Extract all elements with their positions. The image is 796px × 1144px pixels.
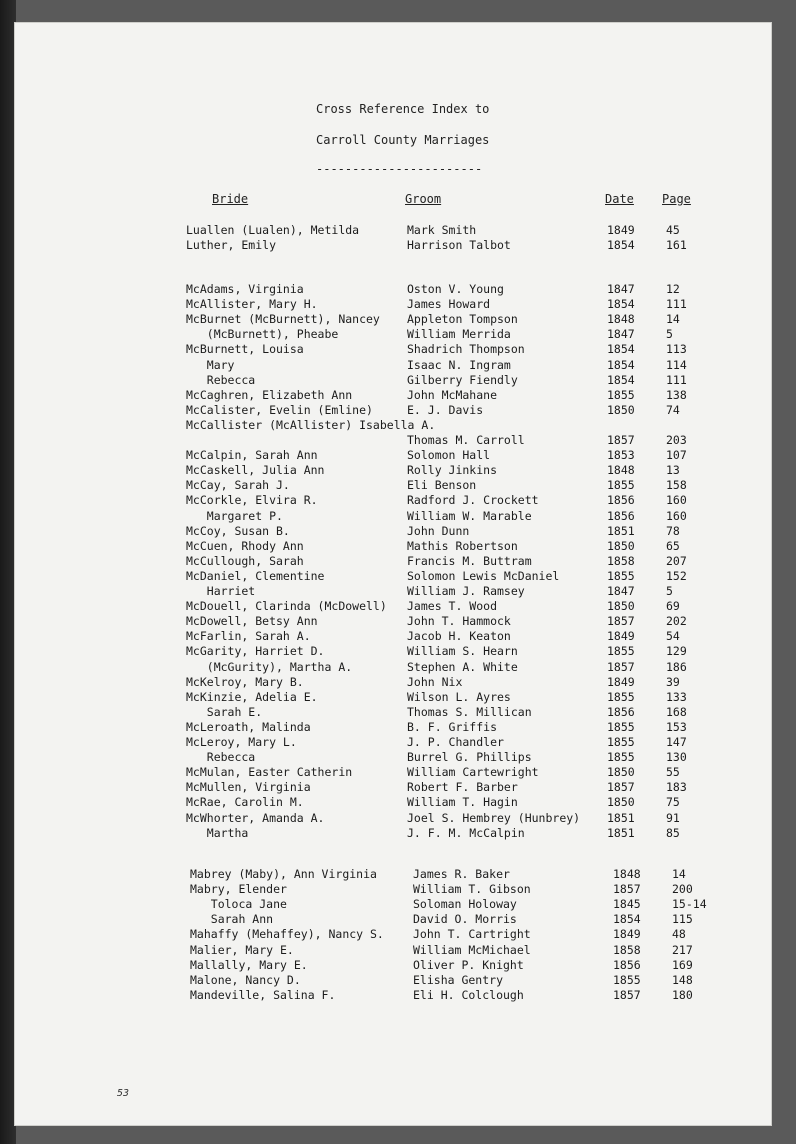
column-header-bride: Bride [212, 192, 249, 206]
index-entry-row [14, 463, 772, 477]
entry-bride: McCalister, Evelin (Emline) [186, 403, 373, 417]
entry-date: 1855 [607, 750, 635, 764]
entry-date: 1851 [607, 826, 635, 840]
entry-bride: (McBurnett), Pheabe [186, 327, 339, 341]
entry-page: 161 [666, 238, 687, 252]
entry-bride: McLeroath, Malinda [186, 720, 311, 734]
entry-bride: McKelroy, Mary B. [186, 675, 304, 689]
entry-date: 1855 [607, 644, 635, 658]
entry-page: 85 [666, 826, 680, 840]
index-entry-row [14, 327, 772, 341]
index-entry-row [14, 765, 772, 779]
index-entry-row [14, 735, 772, 749]
entry-groom: Thomas S. Millican [407, 705, 532, 719]
entry-date: 1849 [607, 223, 635, 237]
entry-bride: Mallally, Mary E. [190, 958, 308, 972]
index-entry-row [14, 780, 772, 794]
entry-page: 5 [666, 327, 673, 341]
index-entry-row [14, 539, 772, 553]
entry-page: 180 [672, 988, 693, 1002]
entry-groom: William T. Hagin [407, 795, 518, 809]
entry-bride: Luther, Emily [186, 238, 277, 252]
entry-groom: J. P. Chandler [407, 735, 504, 749]
entry-bride: McRae, Carolin M. [186, 795, 304, 809]
entry-bride: Sarah E. [186, 705, 263, 719]
entry-page: 147 [666, 735, 687, 749]
entry-groom: William McMichael [413, 943, 531, 957]
entry-date: 1848 [607, 312, 635, 326]
entry-groom: Joel S. Hembrey (Hunbrey) [407, 811, 581, 825]
index-entry-row [14, 493, 772, 507]
entry-date: 1854 [613, 912, 641, 926]
entry-bride: McDowell, Betsy Ann [186, 614, 318, 628]
entry-page: 107 [666, 448, 687, 462]
index-entry-row [14, 811, 772, 825]
index-entry-row [14, 358, 772, 372]
entry-page: 153 [666, 720, 687, 734]
entry-groom: John McMahane [407, 388, 498, 402]
entry-bride: McBurnet (McBurnett), Nancey [186, 312, 380, 326]
index-entry-row [14, 342, 772, 356]
entry-bride: McBurnett, Louisa [186, 342, 304, 356]
entry-groom: E. J. Davis [407, 403, 484, 417]
entry-date: 1847 [607, 327, 635, 341]
entry-page: 114 [666, 358, 687, 372]
entry-page: 217 [672, 943, 693, 957]
entry-bride: McCay, Sarah J. [186, 478, 290, 492]
entry-page: 15-14 [672, 897, 707, 911]
entry-page: 168 [666, 705, 687, 719]
index-entry-row [14, 403, 772, 417]
index-entry-row [14, 312, 772, 326]
entry-date: 1856 [607, 705, 635, 719]
entry-groom: William T. Gibson [413, 882, 531, 896]
entry-date: 1850 [607, 765, 635, 779]
entry-groom: Burrel G. Phillips [407, 750, 532, 764]
entry-bride: Mahaffy (Mehaffey), Nancy S. [190, 927, 384, 941]
entry-groom: Thomas M. Carroll [407, 433, 525, 447]
entry-bride: McCorkle, Elvira R. [186, 493, 318, 507]
entry-page: 183 [666, 780, 687, 794]
entry-bride: McGarity, Harriet D. [186, 644, 325, 658]
entry-page: 48 [672, 927, 686, 941]
entry-groom: Isaac N. Ingram [407, 358, 511, 372]
entry-date: 1854 [607, 297, 635, 311]
entry-bride: Mabrey (Maby), Ann Virginia [190, 867, 377, 881]
entry-page: 158 [666, 478, 687, 492]
entry-page: 203 [666, 433, 687, 447]
index-entry-row [14, 644, 772, 658]
index-entry-row [14, 282, 772, 296]
entry-page: 111 [666, 297, 687, 311]
entry-bride: McCaghren, Elizabeth Ann [186, 388, 353, 402]
entry-page: 129 [666, 644, 687, 658]
index-entry-row [14, 912, 772, 926]
entry-date: 1854 [607, 342, 635, 356]
entry-date: 1855 [607, 569, 635, 583]
entry-groom: Elisha Gentry [413, 973, 504, 987]
index-entry-row [14, 629, 772, 643]
entry-bride: Luallen (Lualen), Metilda [186, 223, 360, 237]
index-entry-row [14, 599, 772, 613]
entry-page: 14 [666, 312, 680, 326]
entry-date: 1857 [607, 614, 635, 628]
entry-date: 1857 [607, 780, 635, 794]
index-entry-row [14, 795, 772, 809]
entry-groom: Mathis Robertson [407, 539, 518, 553]
entry-groom: William W. Marable [407, 509, 532, 523]
entry-bride: McKinzie, Adelia E. [186, 690, 318, 704]
entry-page: 202 [666, 614, 687, 628]
index-entry-row [14, 223, 772, 237]
entry-groom: Solomon Lewis McDaniel [407, 569, 560, 583]
entry-groom: William S. Hearn [407, 644, 518, 658]
entry-page: 91 [666, 811, 680, 825]
index-entry-row [14, 524, 772, 538]
entry-date: 1858 [607, 554, 635, 568]
entry-page: 65 [666, 539, 680, 553]
entry-groom: Wilson L. Ayres [407, 690, 511, 704]
index-entry-row [14, 238, 772, 252]
index-entry-row [14, 297, 772, 311]
index-entry-row [14, 433, 772, 447]
entry-page: 78 [666, 524, 680, 538]
index-entry-row [14, 897, 772, 911]
entry-groom: William Cartewright [407, 765, 539, 779]
entry-groom: Shadrich Thompson [407, 342, 525, 356]
index-entry-row [14, 973, 772, 987]
entry-date: 1850 [607, 539, 635, 553]
entry-page: 160 [666, 493, 687, 507]
entry-date: 1851 [607, 811, 635, 825]
entry-page: 152 [666, 569, 687, 583]
entry-page: 55 [666, 765, 680, 779]
entry-page: 200 [672, 882, 693, 896]
index-entry-row [14, 614, 772, 628]
index-entry-row [14, 509, 772, 523]
entry-groom: Eli Benson [407, 478, 477, 492]
entry-date: 1856 [613, 958, 641, 972]
column-header-groom: Groom [405, 192, 442, 206]
entry-page: 186 [666, 660, 687, 674]
index-entry-row [14, 660, 772, 674]
entry-groom: Gilberry Fiendly [407, 373, 518, 387]
entry-date: 1857 [613, 988, 641, 1002]
index-entry-row [14, 927, 772, 941]
entry-page: 12 [666, 282, 680, 296]
entry-page: 69 [666, 599, 680, 613]
entry-page: 160 [666, 509, 687, 523]
entry-groom: David O. Morris [413, 912, 517, 926]
entry-groom: John Nix [407, 675, 463, 689]
entry-groom: Soloman Holoway [413, 897, 517, 911]
index-entry-row [14, 675, 772, 689]
entry-date: 1855 [607, 388, 635, 402]
entry-groom: Jacob H. Keaton [407, 629, 511, 643]
index-entry-row [14, 720, 772, 734]
entry-bride: Mabry, Elender [190, 882, 287, 896]
index-entry-row [14, 826, 772, 840]
entry-date: 1849 [607, 675, 635, 689]
entry-page: 45 [666, 223, 680, 237]
entry-bride: (McGurity), Martha A. [186, 660, 353, 674]
entry-date: 1855 [607, 720, 635, 734]
entry-bride: McCalpin, Sarah Ann [186, 448, 318, 462]
entry-groom: J. F. M. McCalpin [407, 826, 525, 840]
index-entry-row [14, 882, 772, 896]
entry-groom: Radford J. Crockett [407, 493, 539, 507]
entry-page: 113 [666, 342, 687, 356]
column-header-date: Date [605, 192, 634, 206]
index-entry-row [14, 750, 772, 764]
entry-bride: McCullough, Sarah [186, 554, 304, 568]
entry-date: 1855 [607, 735, 635, 749]
entry-page: 115 [672, 912, 693, 926]
entry-groom: B. F. Griffis [407, 720, 498, 734]
entry-groom: James Howard [407, 297, 491, 311]
entry-groom: James T. Wood [407, 599, 498, 613]
entry-date: 1847 [607, 584, 635, 598]
entry-date: 1858 [613, 943, 641, 957]
entry-bride: Mandeville, Salina F. [190, 988, 336, 1002]
entry-bride: Rebecca [186, 373, 256, 387]
index-entry-row [14, 418, 772, 432]
entry-bride: Rebecca [186, 750, 256, 764]
entry-date: 1845 [613, 897, 641, 911]
entry-bride: McDaniel, Clementine [186, 569, 325, 583]
entry-bride: McDouell, Clarinda (McDowell) [186, 599, 387, 613]
entry-bride: McCuen, Rhody Ann [186, 539, 304, 553]
entry-date: 1853 [607, 448, 635, 462]
entry-date: 1854 [607, 373, 635, 387]
page-number: 53 [117, 1088, 130, 1099]
entry-bride: McCoy, Susan B. [186, 524, 290, 538]
entry-page: 74 [666, 403, 680, 417]
entry-date: 1856 [607, 509, 635, 523]
entry-date: 1850 [607, 403, 635, 417]
index-entry-row [14, 958, 772, 972]
index-entry-row [14, 448, 772, 462]
entry-page: 130 [666, 750, 687, 764]
index-entry-row [14, 478, 772, 492]
entry-date: 1849 [607, 629, 635, 643]
entry-groom: Eli H. Colclough [413, 988, 524, 1002]
entry-page: 138 [666, 388, 687, 402]
entry-date: 1848 [613, 867, 641, 881]
entry-date: 1855 [613, 973, 641, 987]
entry-page: 75 [666, 795, 680, 809]
entry-page: 111 [666, 373, 687, 387]
entry-page: 14 [672, 867, 686, 881]
entry-date: 1857 [607, 660, 635, 674]
index-entry-row [14, 705, 772, 719]
entry-bride: McLeroy, Mary L. [186, 735, 297, 749]
entry-page: 207 [666, 554, 687, 568]
index-entry-row [14, 690, 772, 704]
entry-bride: McMullen, Virginia [186, 780, 311, 794]
entry-page: 5 [666, 584, 673, 598]
entry-bride: McMulan, Easter Catherin [186, 765, 353, 779]
entry-date: 1848 [607, 463, 635, 477]
entry-date: 1854 [607, 358, 635, 372]
entry-bride: McAdams, Virginia [186, 282, 304, 296]
entry-groom: Robert F. Barber [407, 780, 518, 794]
entry-date: 1850 [607, 599, 635, 613]
column-header-page: Page [662, 192, 691, 206]
entry-groom: William J. Ramsey [407, 584, 525, 598]
entry-groom: John T. Cartright [413, 927, 531, 941]
entry-groom: Harrison Talbot [407, 238, 511, 252]
entry-groom: Oston V. Young [407, 282, 504, 296]
entry-bride: Toloca Jane [190, 897, 287, 911]
entry-bride: Mary [186, 358, 235, 372]
entry-page: 148 [672, 973, 693, 987]
entry-date: 1851 [607, 524, 635, 538]
index-entry-row [14, 569, 772, 583]
index-entry-row [14, 867, 772, 881]
index-entry-row [14, 388, 772, 402]
entry-groom: William Merrida [407, 327, 511, 341]
entry-bride: Malier, Mary E. [190, 943, 294, 957]
entry-bride: Martha [186, 826, 249, 840]
entry-page: 13 [666, 463, 680, 477]
entry-date: 1850 [607, 795, 635, 809]
entry-bride: Sarah Ann [190, 912, 274, 926]
entry-date: 1849 [613, 927, 641, 941]
entry-groom: James R. Baker [413, 867, 510, 881]
index-entry-row [14, 584, 772, 598]
entry-page: 133 [666, 690, 687, 704]
entry-bride: Margaret P. [186, 509, 283, 523]
entry-groom: Appleton Tompson [407, 312, 518, 326]
entry-groom: Francis M. Buttram [407, 554, 532, 568]
index-entry-row [14, 373, 772, 387]
entry-page: 54 [666, 629, 680, 643]
entry-bride: McAllister, Mary H. [186, 297, 318, 311]
entry-groom: Oliver P. Knight [413, 958, 524, 972]
entry-page: 169 [672, 958, 693, 972]
entry-bride: McCaskell, Julia Ann [186, 463, 325, 477]
entry-groom: Mark Smith [407, 223, 477, 237]
entry-bride: Malone, Nancy D. [190, 973, 301, 987]
entry-groom: Solomon Hall [407, 448, 491, 462]
entry-bride: McFarlin, Sarah A. [186, 629, 311, 643]
entry-date: 1857 [607, 433, 635, 447]
entry-groom: John T. Hammock [407, 614, 511, 628]
entry-groom: Rolly Jinkins [407, 463, 498, 477]
entry-groom: Stephen A. White [407, 660, 518, 674]
entry-page: 39 [666, 675, 680, 689]
entry-bride: McCallister (McAllister) Isabella A. [186, 418, 436, 432]
entry-date: 1847 [607, 282, 635, 296]
entry-groom: John Dunn [407, 524, 470, 538]
entry-date: 1857 [613, 882, 641, 896]
entry-date: 1855 [607, 478, 635, 492]
entry-bride: Harriet [186, 584, 256, 598]
index-entry-row [14, 988, 772, 1002]
entry-date: 1856 [607, 493, 635, 507]
document-page: Cross Reference Index to Carroll County Marriages ----------------------- Bride Groom Date Page Luallen (Lualen), Metilda Mark Smith 1849 45 Luther, Emily Harrison Talbot 1854 161 McAdams, Virginia Oston V. Young 1847 12 McAllister, Mary H. James Howard 1854 111 McBurnet (McBurnett), Nancey Appleton Tompson 1848 14 (McBurnett), Pheabe William Merrida 1847 5 McBurnett, Louisa Shadrich Thompson 1854 113 Mary Isaac N. Ingram 1854 114 Rebecca Gilberry Fiendly 1854 111 McCaghren, Elizabeth Ann John McMahane 1855 138 McCalister, Evelin (Emline) E. J. Davis 1850 74 McCallister (McAllister) Isabella A. Thomas M. Carroll 1857 203 McCalpin, Sarah Ann Solomon Hall 1853 107 McCaskell, Julia Ann Rolly Jinkins 1848 13 McCay, Sarah J. Eli Benson 1855 158 McCorkle, Elvira R. Radford J. Crockett 1856 160 Margaret P. William W. Marable 1856 160 McCoy, Susan B. John Dunn 1851 78 McCuen, Rhody Ann Mathis Robertson 1850 65 McCullough, Sarah Francis M. Buttram 1858 207 McDaniel, Clementine Solomon Lewis McDaniel 1855 152 Harriet William J. Ramsey 1847 5 McDouell, Clarinda (McDowell) James T. Wood 1850 69 McDowell, Betsy Ann John T. Hammock 1857 202 McFarlin, Sarah A. Jacob H. Keaton 1849 54 McGarity, Harriet D. William S. Hearn 1855 129 (McGurity), Martha A. Stephen A. White 1857 186 McKelroy, Mary B. John Nix 1849 39 McKinzie, Adelia E. Wilson L. Ayres 1855 133 Sarah E. Thomas S. Millican 1856 168 McLeroath, Malinda B. F. Griffis 1855 153 McLeroy, Mary L. J. P. Chandler 1855 147 Rebecca Burrel G. Phillips 1855 130 McMulan, Easter Catherin William Cartewright 1850 55 McMullen, Virginia Robert F. Barber 1857 183 McRae, Carolin M. William T. Hagin 1850 75 McWhorter, Amanda A. Joel S. Hembrey (Hunbrey) 1851 91 Martha J. F. M. McCalpin 1851 85 Mabrey (Maby), Ann Virginia James R. Baker 1848 14 Mabry, Elender William T. Gibson 1857 200 Toloca Jane Soloman Holoway 1845 15-14 Sarah Ann David O. Morris 1854 115 Mahaffy (Mehaffey), Nancy S. John T. Cartright 1849 48 Malier, Mary E. William McMichael 1858 217 Mallally, Mary E. Oliver P. Knight 1856 169 Malone, Nancy D. Elisha Gentry 1855 148 Mandeville, Salina F. Eli H. Colclough 1857 180 53 [14, 22, 772, 1126]
entry-bride: McWhorter, Amanda A. [186, 811, 325, 825]
entry-date: 1855 [607, 690, 635, 704]
entry-date: 1854 [607, 238, 635, 252]
index-entry-row [14, 554, 772, 568]
index-entry-row [14, 943, 772, 957]
